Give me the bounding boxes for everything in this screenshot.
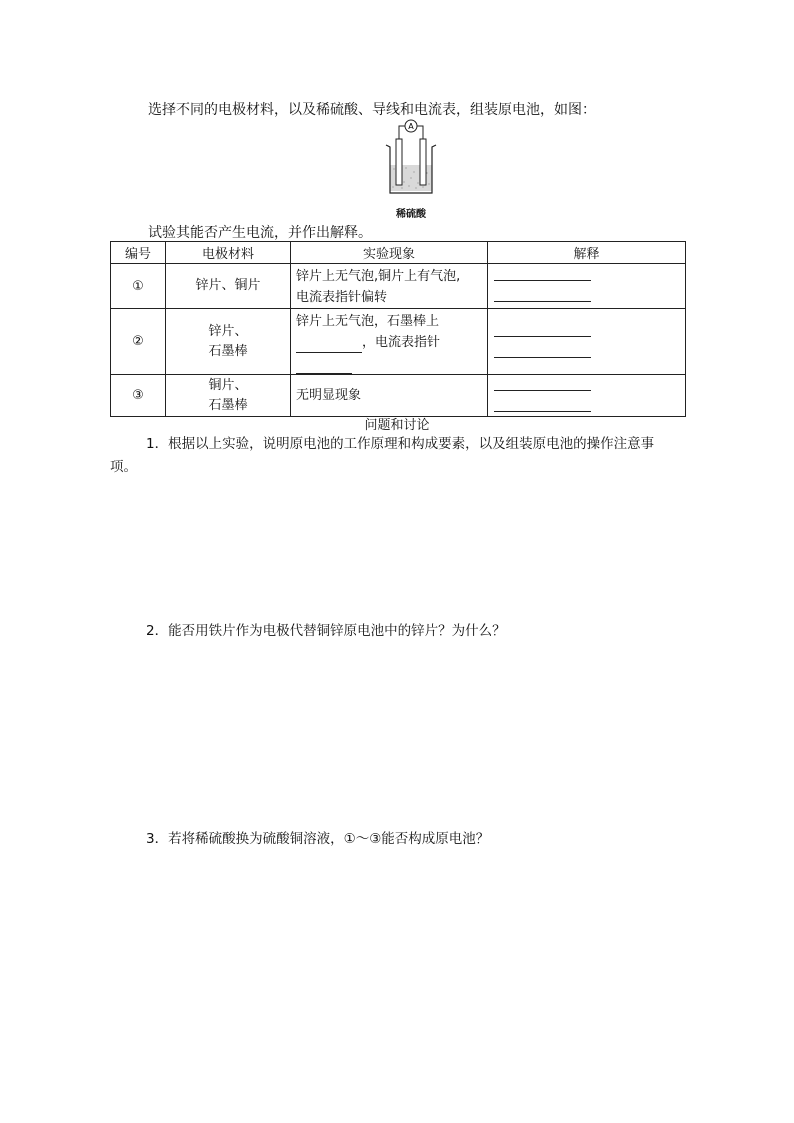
header-phenomenon: 实验现象	[291, 242, 488, 264]
header-number: 编号	[111, 242, 166, 264]
question-3: 3．若将稀硫酸换为硫酸铜溶液，①～③能否构成原电池？	[146, 831, 490, 847]
answer-blank[interactable]	[494, 380, 591, 391]
answer-blank[interactable]	[494, 401, 591, 412]
phenomenon-line-2	[296, 332, 483, 353]
phenomenon-line-3	[296, 353, 483, 374]
row-explanation	[488, 264, 686, 309]
left-electrode	[396, 139, 402, 185]
phenomenon-text: ，电流表指针	[362, 335, 441, 350]
row-phenomenon	[291, 264, 488, 309]
fill-blank[interactable]	[296, 338, 362, 353]
ammeter-symbol: A	[408, 122, 414, 131]
header-material: 电极材料	[166, 242, 291, 264]
row-explanation	[488, 375, 686, 417]
material-line: 石墨棒	[208, 343, 248, 359]
material-line: 锌片、	[208, 323, 248, 339]
galvanic-cell-diagram	[378, 117, 444, 207]
answer-blank[interactable]	[494, 270, 591, 281]
row-phenomenon	[291, 309, 488, 375]
question-2: 2．能否用铁片作为电极代替铜锌原电池中的锌片？为什么？	[146, 623, 506, 639]
material-line: 石墨棒	[208, 397, 248, 413]
phenomenon-line: 锌片上无气泡，石墨棒上	[296, 314, 440, 329]
material-line: 锌片、铜片	[195, 278, 261, 293]
answer-blank[interactable]	[494, 326, 591, 337]
table-row	[111, 264, 686, 309]
intro-text: 选择不同的电极材料，以及稀硫酸、导线和电流表，组装原电池，如图：	[148, 102, 596, 118]
task-text: 试验其能否产生电流，并作出解释。	[148, 225, 372, 241]
table-row	[111, 309, 686, 375]
answer-blank[interactable]	[494, 347, 591, 358]
header-explanation: 解释	[488, 242, 686, 264]
row-material	[166, 264, 291, 309]
row-material	[166, 309, 291, 375]
answer-blank[interactable]	[494, 291, 591, 302]
right-electrode	[420, 139, 426, 185]
phenomenon-line: 锌片上无气泡,铜片上有气泡,	[296, 269, 461, 284]
row-explanation	[488, 309, 686, 375]
question-1: 1．根据以上实验，说明原电池的工作原理和构成要素，以及组装原电池的操作注意事项。	[110, 436, 655, 475]
table-row	[111, 375, 686, 417]
figure-caption: 稀硫酸	[396, 209, 426, 220]
section-title: 问题和讨论	[364, 418, 430, 433]
row-number: ③	[111, 375, 166, 417]
material-line: 铜片、	[208, 377, 248, 393]
phenomenon-line: 电流表指针偏转	[296, 290, 388, 305]
fill-blank[interactable]	[296, 359, 352, 374]
row-number: ①	[111, 264, 166, 309]
phenomenon-line: 无明显现象	[296, 388, 362, 403]
row-material	[166, 375, 291, 417]
table-header-row	[111, 242, 686, 264]
experiment-table	[110, 241, 686, 417]
galvanic-cell-figure	[378, 117, 444, 221]
row-number: ②	[111, 309, 166, 375]
row-phenomenon	[291, 375, 488, 417]
